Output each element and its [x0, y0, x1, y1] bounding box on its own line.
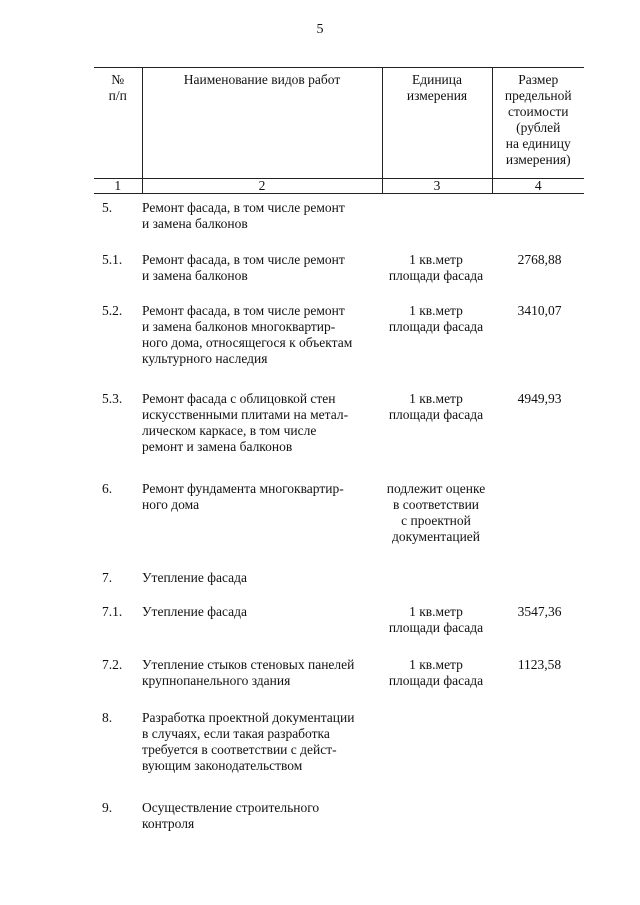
table-row [94, 200, 584, 232]
text-line: искусственными плитами на метал- [142, 407, 349, 422]
row-number: 5.1. [102, 252, 123, 267]
text-line: предельной [504, 88, 572, 103]
row-number: 6. [102, 481, 113, 496]
row-unit [377, 303, 495, 367]
row-number: 9. [102, 800, 113, 815]
text-line: подлежит оценке [386, 481, 486, 496]
table-row [94, 570, 584, 586]
text-line: 1 кв.метр [409, 303, 463, 318]
text-line: 1 кв.метр [409, 604, 463, 619]
text-line: Ремонт фасада, в том числе ремонт [142, 303, 345, 318]
row-unit [377, 800, 495, 832]
text-line: требуется в соответствии с дейст- [142, 742, 337, 757]
row-work-name [142, 657, 373, 689]
text-line: ремонт и замена балконов [142, 439, 293, 454]
header-col-price [492, 68, 584, 179]
text-line: № [111, 72, 125, 87]
row-price: 4949,93 [517, 391, 562, 406]
text-line: площади фасада [388, 407, 484, 422]
row-work-name [142, 604, 373, 636]
row-work-name [142, 570, 373, 586]
text-line: п/п [108, 88, 127, 103]
row-work-name [142, 200, 373, 232]
text-line: в случаях, если такая разработка [142, 726, 330, 741]
text-line: стоимости [508, 104, 569, 119]
column-number-4: 4 [492, 179, 584, 194]
header-col-name [142, 68, 382, 179]
text-line: площади фасада [388, 268, 484, 283]
text-line: Утепление стыков стеновых панелей [142, 657, 355, 672]
row-number: 5.2. [102, 303, 123, 318]
text-line: документацией [391, 529, 481, 544]
text-line: (рублей [516, 120, 561, 135]
row-unit [377, 657, 495, 689]
row-work-name [142, 800, 373, 832]
text-line: и замена балконов многоквартир- [142, 319, 336, 334]
page-number: 5 [316, 22, 324, 37]
text-line: на единицу [505, 136, 571, 151]
row-number: 8. [102, 710, 113, 725]
row-unit [377, 570, 495, 586]
column-number-1: 1 [94, 179, 142, 194]
text-line: Утепление фасада [142, 604, 247, 619]
table-row [94, 710, 584, 774]
text-line: Ремонт фасада, в том числе ремонт [142, 252, 345, 267]
text-line: площади фасада [388, 319, 484, 334]
row-price [495, 710, 584, 774]
table-row [94, 303, 584, 367]
row-unit [377, 604, 495, 636]
table-row [94, 252, 584, 284]
table-row [94, 800, 584, 832]
text-line: ного дома [142, 497, 200, 512]
text-line: и замена балконов [142, 216, 248, 231]
table-row [94, 391, 584, 455]
text-line: площади фасада [388, 620, 484, 635]
row-price: 3547,36 [517, 604, 562, 619]
table-row [94, 481, 584, 545]
text-line: Единица [411, 72, 462, 87]
text-line: Ремонт фундамента многоквартир- [142, 481, 344, 496]
row-work-name [142, 303, 373, 367]
header-col-unit [382, 68, 492, 179]
header-col-number [94, 68, 142, 179]
text-line: лическом каркасе, в том числе [142, 423, 317, 438]
row-work-name [142, 252, 373, 284]
row-unit [377, 252, 495, 284]
text-line: Ремонт фасада, в том числе ремонт [142, 200, 345, 215]
row-price [495, 481, 584, 545]
row-work-name [142, 481, 373, 545]
row-price: 1123,58 [517, 657, 562, 672]
row-unit [377, 481, 495, 545]
row-unit [377, 710, 495, 774]
text-line: Ремонт фасада с облицовкой стен [142, 391, 336, 406]
text-line: Осуществление строительного [142, 800, 320, 815]
text-line: Размер [518, 72, 559, 87]
table-row [94, 604, 584, 636]
row-unit [377, 391, 495, 455]
row-price: 2768,88 [517, 252, 562, 267]
table-row [94, 657, 584, 689]
row-number: 7.1. [102, 604, 123, 619]
text-line: измерения) [505, 152, 571, 167]
text-line: и замена балконов [142, 268, 248, 283]
text-line: с проектной [401, 513, 471, 528]
text-line: Утепление фасада [142, 570, 247, 585]
text-line: 1 кв.метр [409, 391, 463, 406]
text-line: 1 кв.метр [409, 252, 463, 267]
row-number: 7.2. [102, 657, 123, 672]
text-line: в соответствии [392, 497, 480, 512]
text-line: ного дома, относящегося к объектам [142, 335, 353, 350]
row-number: 7. [102, 570, 113, 585]
text-line: площади фасада [388, 673, 484, 688]
column-number-2: 2 [142, 179, 382, 194]
row-number: 5. [102, 200, 113, 215]
row-price [495, 200, 584, 232]
text-line: культурного наследия [142, 351, 268, 366]
text-line: 1 кв.метр [409, 657, 463, 672]
row-number: 5.3. [102, 391, 123, 406]
row-unit [377, 200, 495, 232]
text-line: Разработка проектной документации [142, 710, 355, 725]
table-header [94, 67, 584, 194]
row-work-name [142, 710, 373, 774]
row-price: 3410,07 [517, 303, 562, 318]
text-line: Наименование видов работ [183, 72, 341, 87]
row-work-name [142, 391, 373, 455]
text-line: измерения [406, 88, 468, 103]
row-price [495, 800, 584, 832]
text-line: вующим законодательством [142, 758, 303, 773]
column-number-3: 3 [382, 179, 492, 194]
text-line: контроля [142, 816, 195, 831]
row-price [495, 570, 584, 586]
text-line: крупнопанельного здания [142, 673, 291, 688]
